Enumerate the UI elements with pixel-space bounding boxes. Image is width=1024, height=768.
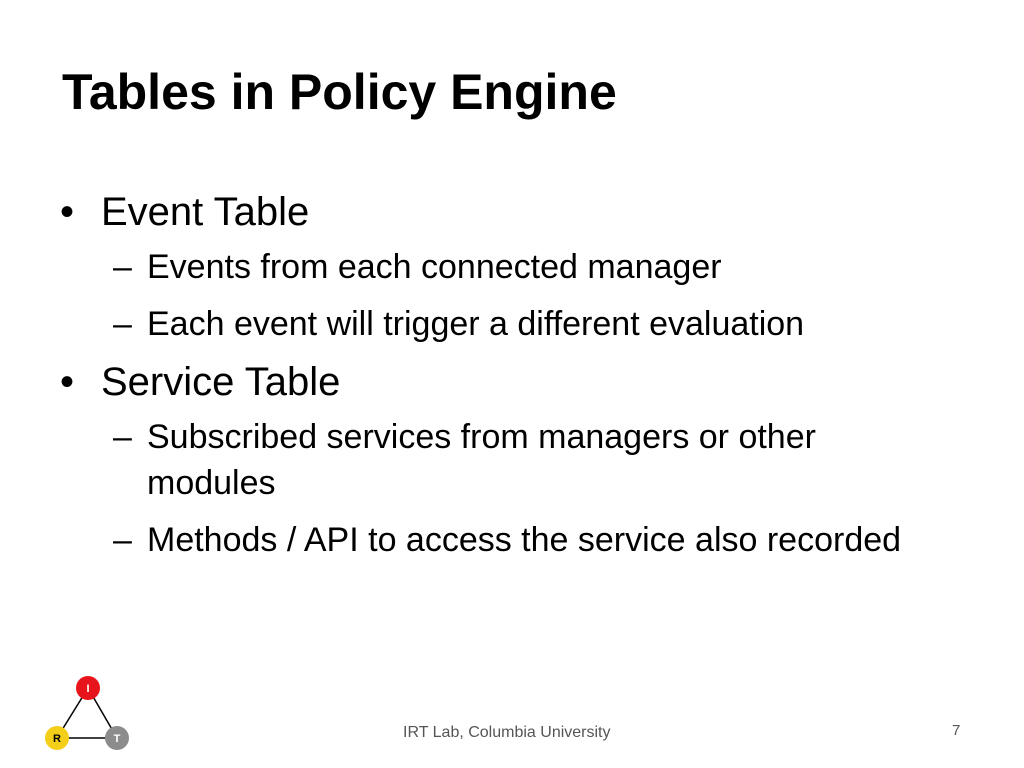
bullet-event-table [60, 188, 960, 236]
sub-bullet-text: Subscribed services from managers or other modules [147, 418, 816, 502]
sub-bullet-text: Each event will trigger a different evaluation [147, 305, 805, 343]
sub-bullet-marker: – [113, 248, 132, 286]
bullet-marker: • [60, 190, 75, 234]
sub-bullet-marker: – [113, 418, 132, 456]
logo-letter-t: T [113, 733, 121, 745]
sub-bullet-marker: – [113, 305, 132, 343]
logo-letter-r: R [53, 733, 61, 745]
bullet-label: Service Table [101, 360, 341, 404]
logo-letter-i: I [86, 683, 90, 695]
bullet-marker: • [60, 360, 75, 404]
sub-bullet-marker: – [113, 521, 132, 559]
sub-bullet [113, 414, 947, 506]
page-number: 7 [952, 722, 961, 739]
irt-logo [40, 672, 140, 756]
sub-bullet [113, 517, 947, 563]
footer-text: IRT Lab, Columbia University [403, 724, 611, 741]
bullet-label: Event Table [101, 190, 310, 234]
sub-bullet-text: Events from each connected manager [147, 248, 722, 286]
slide-content [60, 188, 960, 563]
sub-bullet-text: Methods / API to access the service also recorded [147, 521, 902, 559]
sub-bullet [113, 244, 947, 290]
bullet-service-table [60, 358, 960, 406]
slide-title: Tables in Policy Engine [62, 64, 617, 120]
sub-bullet [113, 301, 947, 347]
